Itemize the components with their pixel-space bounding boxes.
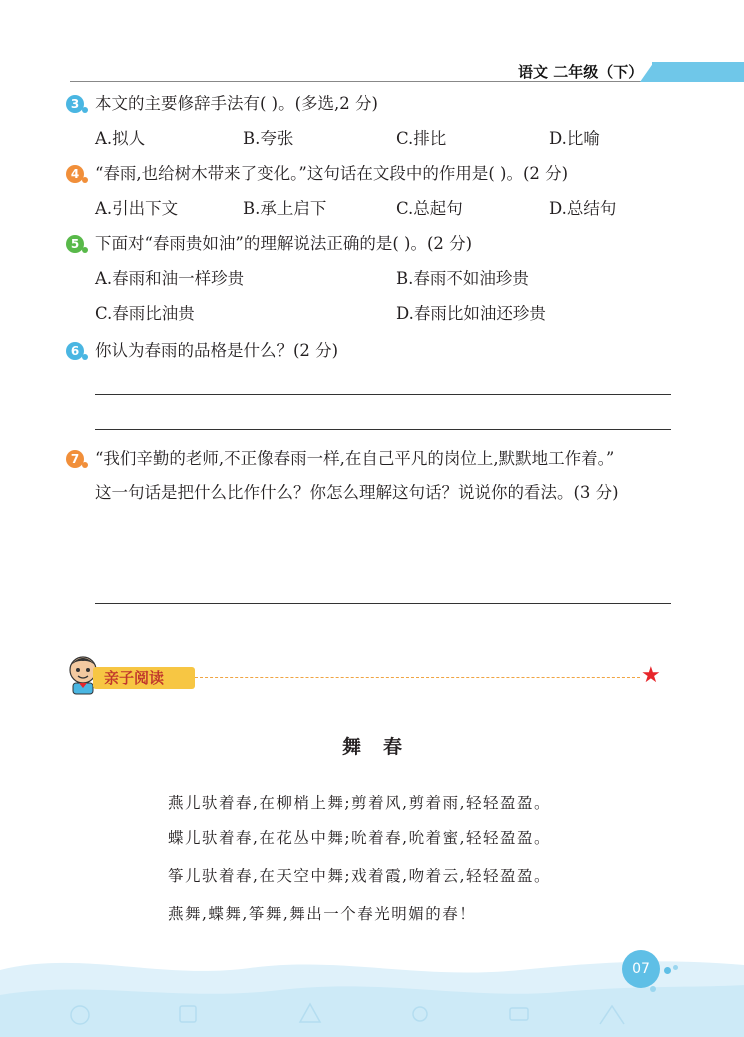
poem-line: 燕儿驮着春,在柳梢上舞;剪着风,剪着雨,轻轻盈盈。 (168, 794, 552, 812)
poem-line: 筝儿驮着春,在天空中舞;戏着霞,吻着云,轻轻盈盈。 (168, 867, 552, 885)
answer-line[interactable] (95, 394, 671, 395)
question-text: 下面对“春雨贵如油”的理解说法正确的是( )。(2 分) (95, 234, 473, 253)
page-number: 07 (622, 950, 660, 988)
answer-line[interactable] (95, 603, 671, 604)
option-a[interactable]: A.拟人 (95, 129, 146, 148)
poem-line: 蝶儿驮着春,在花丛中舞;吮着春,吮着蜜,轻轻盈盈。 (168, 829, 552, 847)
option-c[interactable]: C.总起句 (396, 199, 463, 218)
question-text-continued: 这一句话是把什么比作什么？你怎么理解这句话？说说你的看法。(3 分) (95, 483, 619, 502)
question-number-badge: 4 (66, 165, 84, 183)
option-c[interactable]: C.排比 (396, 129, 447, 148)
poem-line: 燕舞,蝶舞,筝舞,舞出一个春光明媚的春！ (168, 905, 477, 923)
option-d[interactable]: D.总结句 (549, 199, 617, 218)
decor-dot (650, 986, 656, 992)
question-text: 你认为春雨的品格是什么？(2 分) (95, 341, 339, 360)
section-title: 亲子阅读 (104, 669, 165, 687)
header-tab (652, 62, 744, 82)
decor-dot (673, 965, 678, 970)
option-d[interactable]: D.比喻 (549, 129, 600, 148)
option-a[interactable]: A.引出下文 (95, 199, 179, 218)
option-b[interactable]: B.夸张 (243, 129, 294, 148)
decor-dot (664, 967, 671, 974)
question-number-badge: 5 (66, 235, 84, 253)
option-a[interactable]: A.春雨和油一样珍贵 (95, 269, 245, 288)
answer-line[interactable] (95, 429, 671, 430)
question-number-badge: 6 (66, 342, 84, 360)
option-d[interactable]: D.春雨比如油还珍贵 (396, 304, 546, 323)
question-text: “春雨,也给树木带来了变化。”这句话在文段中的作用是( )。(2 分) (95, 164, 569, 183)
option-c[interactable]: C.春雨比油贵 (95, 304, 195, 323)
option-b[interactable]: B.承上启下 (243, 199, 327, 218)
question-number-badge: 7 (66, 450, 84, 468)
option-b[interactable]: B.春雨不如油珍贵 (396, 269, 529, 288)
question-text: 本文的主要修辞手法有( )。(多选,2 分) (95, 94, 378, 113)
header-subject-grade: 语文 二年级（下） (518, 63, 644, 81)
question-number-badge: 3 (66, 95, 84, 113)
section-divider (195, 677, 640, 678)
star-icon: ★ (641, 663, 661, 688)
question-text: “我们辛勤的老师,不正像春雨一样,在自己平凡的岗位上,默默地工作着。” (95, 449, 615, 468)
poem-title: 舞春 (341, 736, 424, 758)
